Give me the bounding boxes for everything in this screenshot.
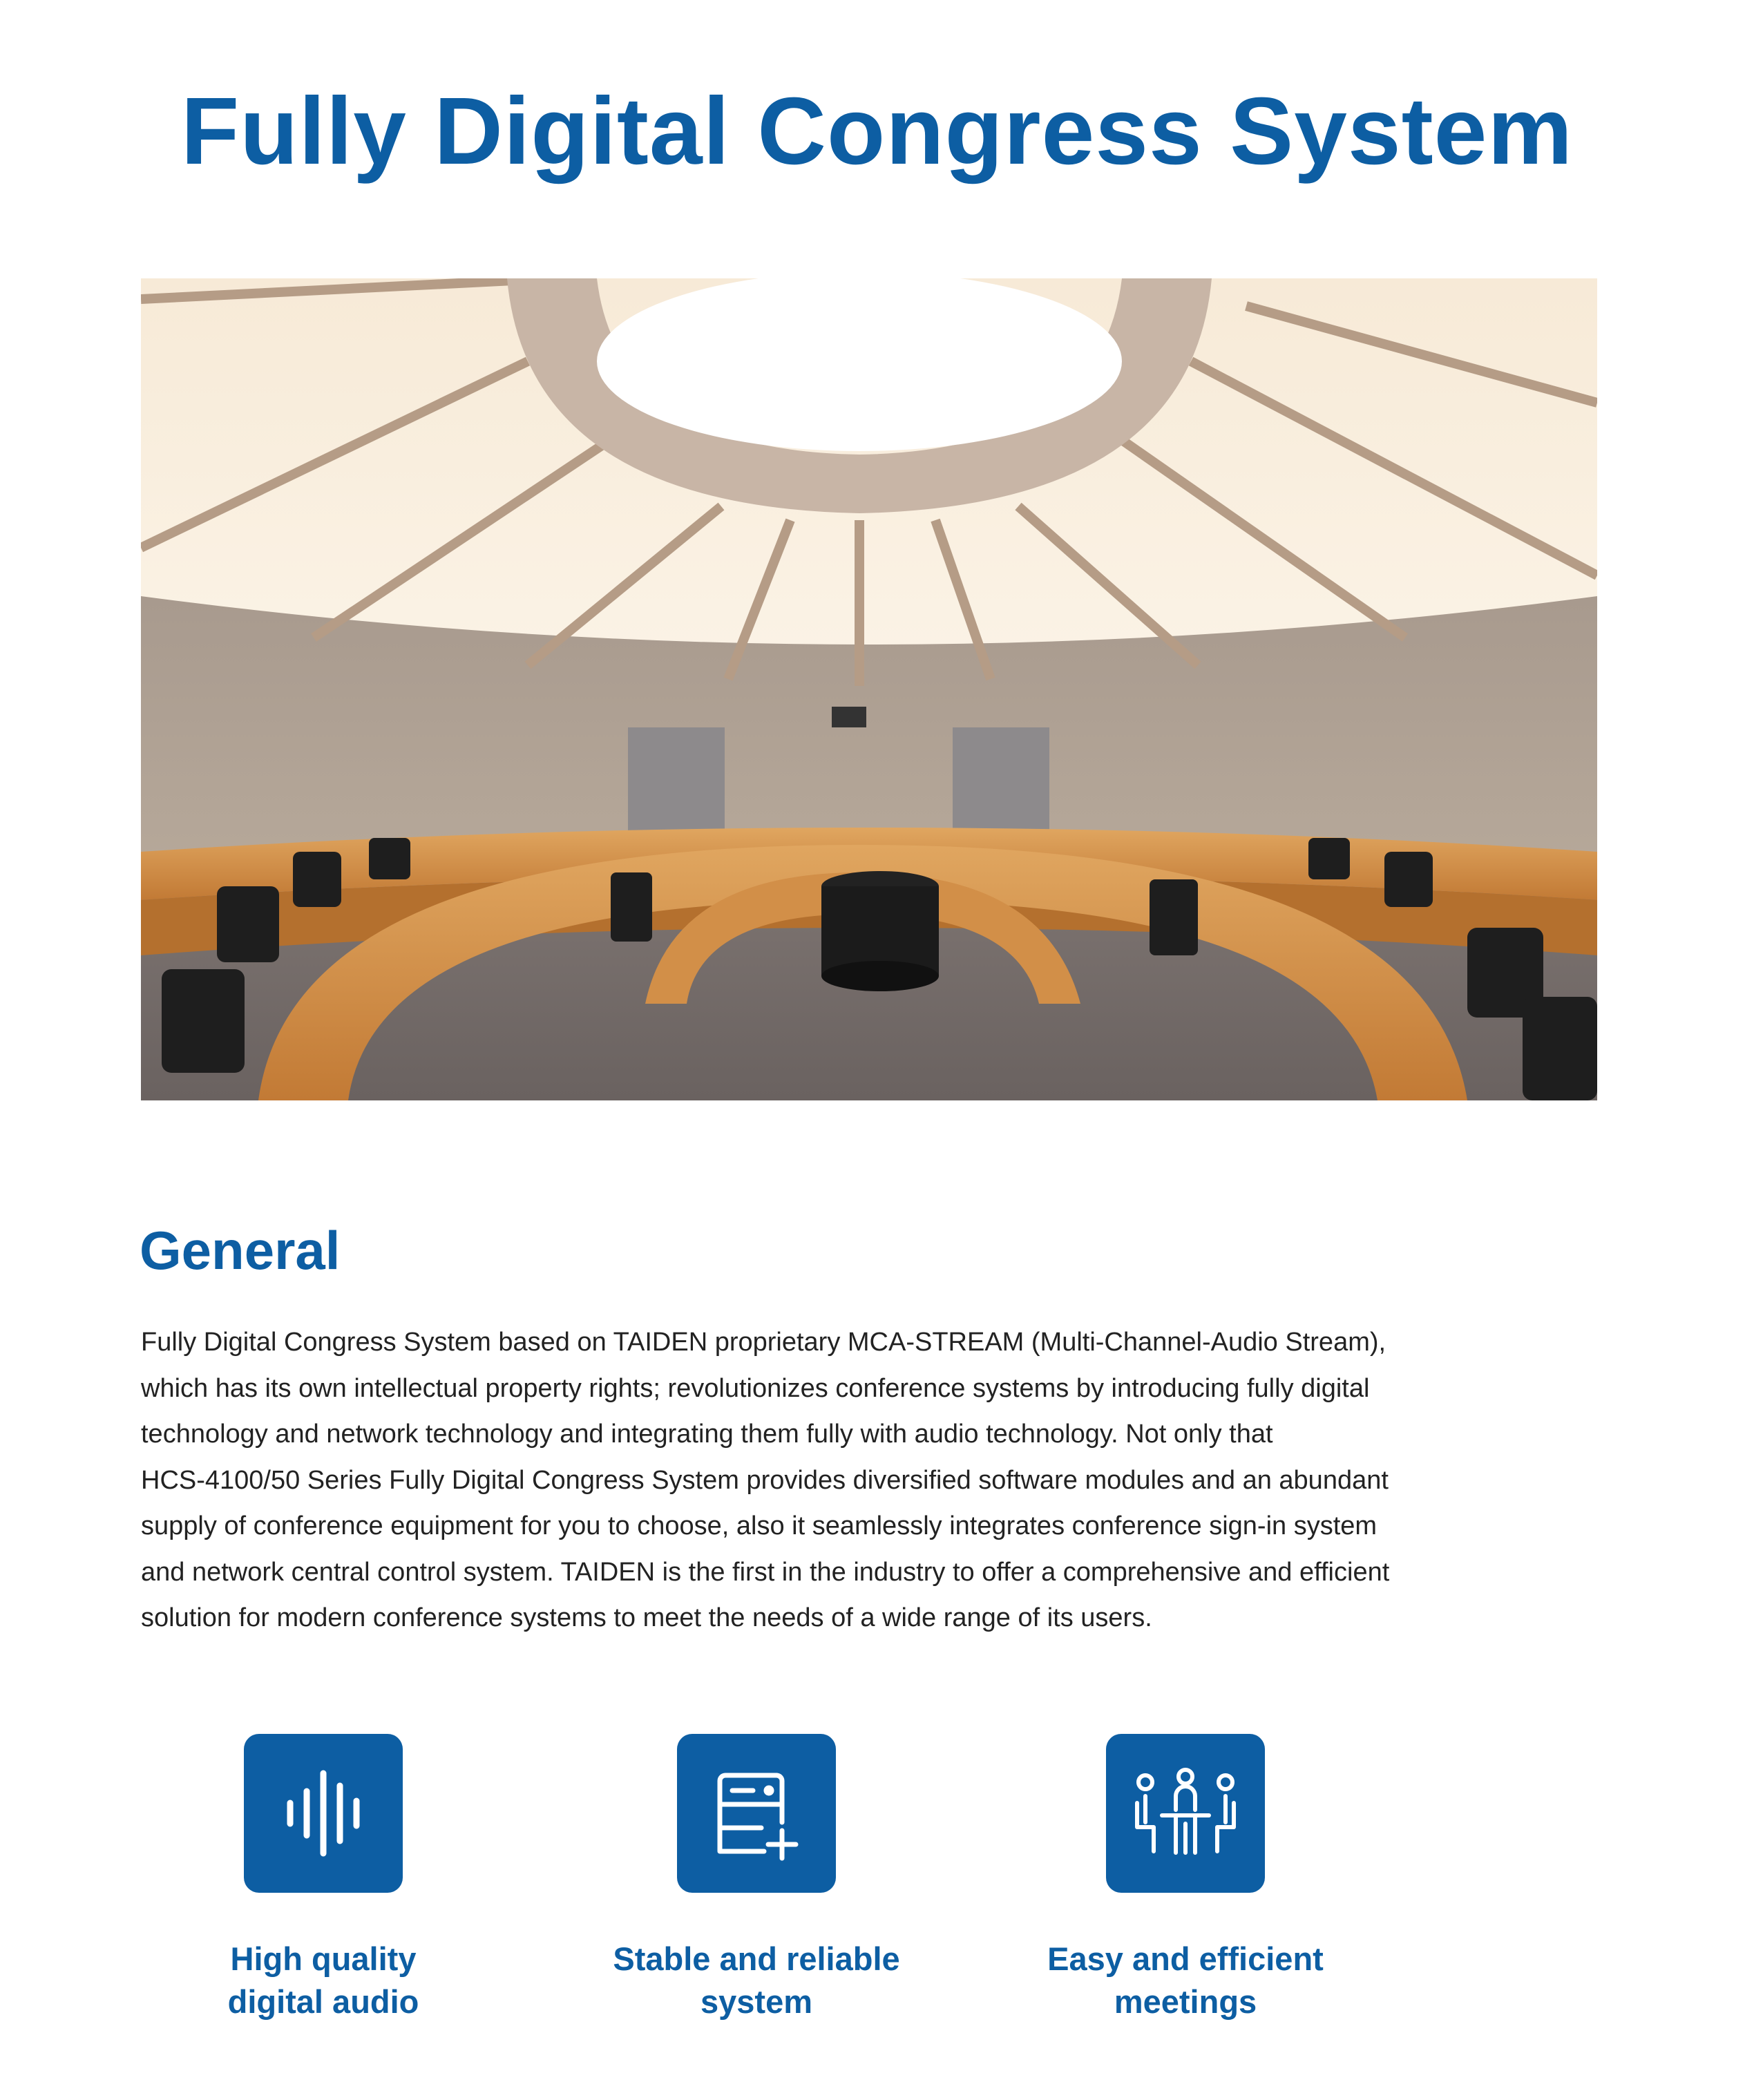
- meeting-people-icon: [1106, 1734, 1265, 1893]
- feature-efficient-meetings: [992, 1734, 1379, 2023]
- feature-label-line1: Stable and reliable: [613, 1940, 900, 1977]
- feature-label-line2: meetings: [1114, 1983, 1257, 2020]
- general-paragraph: [141, 1319, 1599, 1641]
- feature-high-quality-audio: [130, 1734, 517, 2023]
- paragraph-line: Fully Digital Congress System based on TAIDEN proprietary MCA-STREAM (Multi-Channel-Audio Stream),: [141, 1328, 1386, 1357]
- feature-stable-system: [563, 1734, 950, 2023]
- audio-waveform-icon: [244, 1734, 403, 1893]
- paragraph-line: HCS-4100/50 Series Fully Digital Congress System provides diversified software modules and an abundant: [141, 1465, 1389, 1495]
- paragraph-line: supply of conference equipment for you to choose, also it seamlessly integrates conference sign-in system: [141, 1511, 1378, 1540]
- feature-label-line2: system: [700, 1983, 812, 2020]
- paragraph-line: which has its own intellectual property rights; revolutionizes conference systems by introducing fully digital: [141, 1373, 1370, 1403]
- feature-label-line1: High quality: [230, 1940, 417, 1977]
- feature-label-line2: digital audio: [227, 1983, 419, 2020]
- feature-label: [130, 1938, 517, 2023]
- section-heading-general: General: [140, 1220, 341, 1281]
- feature-label: [992, 1938, 1379, 2023]
- feature-label: [563, 1938, 950, 2023]
- feature-label-line1: Easy and efficient: [1047, 1940, 1324, 1977]
- paragraph-line: technology and network technology and integrating them fully with audio technology. Not only that: [141, 1420, 1273, 1449]
- page-title: Fully Digital Congress System: [180, 78, 1574, 184]
- conference-hall-photo: [141, 278, 1597, 1100]
- paragraph-line: solution for modern conference systems to meet the needs of a wide range of its users.: [141, 1603, 1152, 1632]
- server-plus-icon: [677, 1734, 836, 1893]
- paragraph-line: and network central control system. TAIDEN is the first in the industry to offer a comprehensive and efficient: [141, 1557, 1390, 1587]
